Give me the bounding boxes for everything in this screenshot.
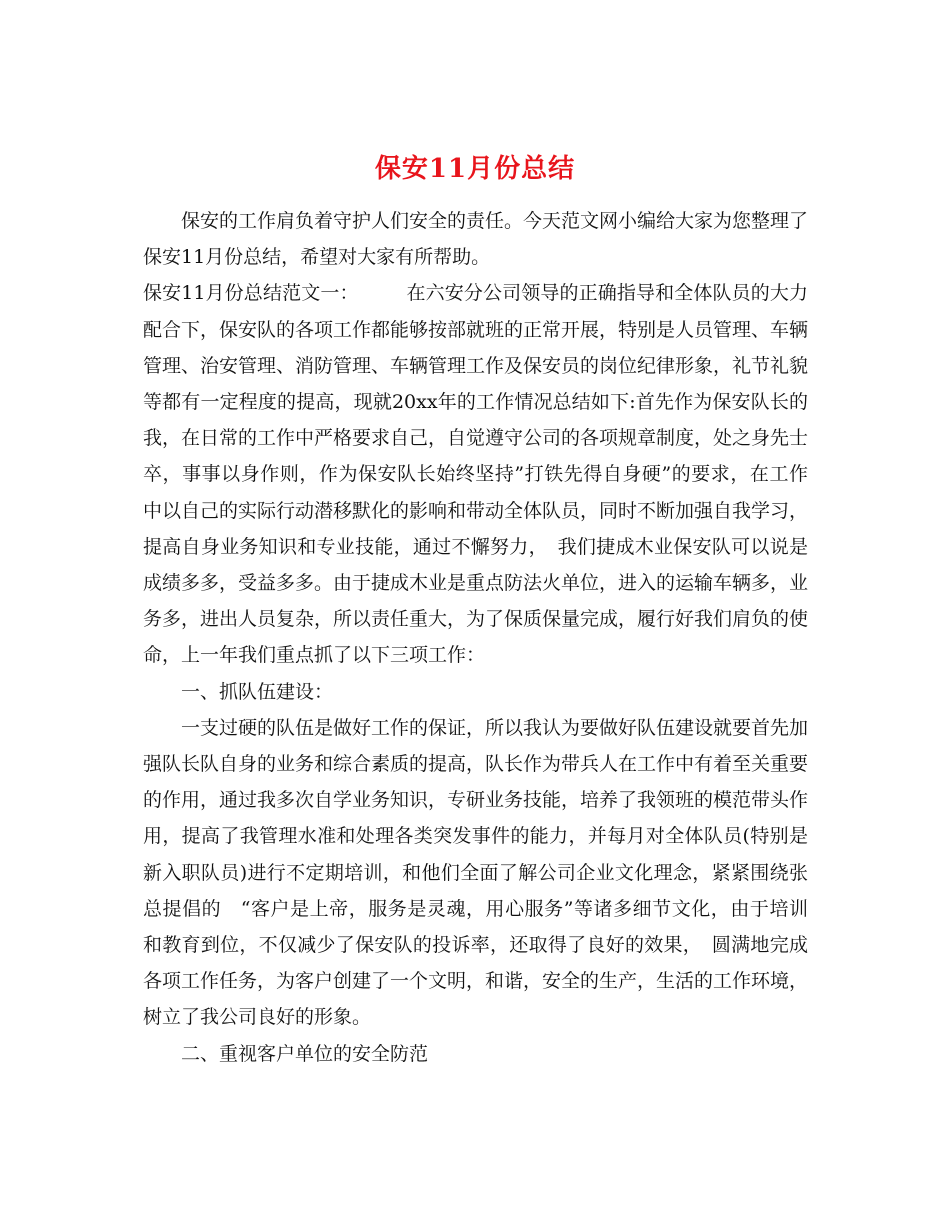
paragraph: 二、重视客户单位的安全防范 xyxy=(181,1042,429,1065)
document-body xyxy=(143,203,808,1072)
paragraph: 一、抓队伍建设： xyxy=(181,680,334,703)
paragraph: 保安11月份总结范文一： 在六安分公司领导的正确指导和全体队员的大力配合下，保安队的各项工作都能够按部就班的正常开展，特别是人员管理、车辆管理、治安管理、消防管理、车辆管理工作及保安员的岗位纪律形象，礼节礼貌等都有一定程度的提高，现就20xx年的工作情况总结如下:首先作为保安队长的我，在日常的工作中严格要求自己，自觉遵守公司的各项规章制度，处之身先士卒，事事以身作则，作为保安队长始终坚持”打铁先得自身硬”的要求，在工作中以自己的实际行动潜移默化的影响和带动全体队员，同时不断加强自我学习，提高自身业务知识和专业技能，通过不懈努力， 我们捷成木业保安队可以说是成绩多多，受益多多。由于捷成木业是重点防法火单位，进入的运输车辆多，业务多，进出人员复杂，所以责任重大，为了保质保量完成，履行好我们肩负的使命，上一年我们重点抓了以下三项工作： xyxy=(143,282,809,667)
paragraph: 一支过硬的队伍是做好工作的保证，所以我认为要做好队伍建设就要首先加强队长队自身的业务和综合素质的提高，队长作为带兵人在工作中有着至关重要的作用，通过我多次自学业务知识，专研业务技能，培养了我领班的模范带头作用，提高了我管理水准和处理各类突发事件的能力，并每月对全体队员(特别是新入职队员)进行不定期培训，和他们全面了解公司企业文化理念，紧紧围绕张总提倡的 “客户是上帝，服务是灵魂，用心服务”等诸多细节文化，由于培训和教育到位，不仅减少了保安队的投诉率，还取得了良好的效果， 圆满地完成各项工作任务，为客户创建了一个文明，和谐，安全的生产，生活的工作环境，树立了我公司良好的形象。 xyxy=(143,716,809,1029)
document-title: 保安11月份总结 xyxy=(374,154,576,185)
paragraph: 保安的工作肩负着守护人们安全的责任。今天范文网小编给大家为您整理了保安11月份总结，希望对大家有所帮助。 xyxy=(143,210,809,269)
